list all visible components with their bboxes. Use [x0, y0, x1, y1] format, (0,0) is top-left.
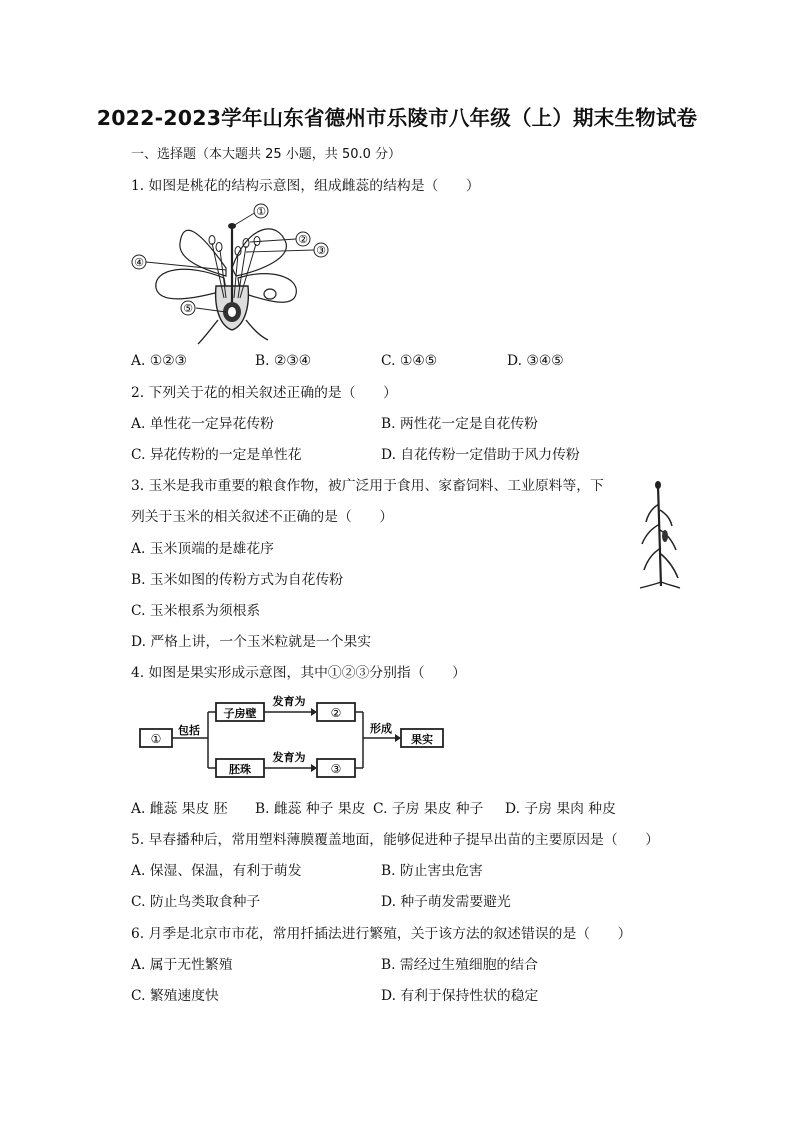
- flower-label-1: ①: [256, 205, 266, 218]
- q6-option-d: D. 有利于保持性状的稳定: [381, 988, 539, 1004]
- corn-plant-figure: [634, 478, 684, 590]
- peach-flower-figure: [128, 198, 338, 348]
- q6-option-b: B. 需经过生殖细胞的结合: [381, 957, 538, 973]
- diagram-ovule: 胚珠: [229, 763, 251, 776]
- diagram-form-label: 形成: [370, 722, 392, 735]
- exam-title: 2022-2023学年山东省德州市乐陵市八年级（上）期末生物试卷: [96, 106, 698, 130]
- diagram-fruit: 果实: [411, 733, 433, 746]
- q2-option-a: A. 单性花一定异花传粉: [131, 416, 274, 432]
- diagram-box-3: ③: [330, 762, 342, 776]
- q5-option-a: A. 保湿、保温，有利于萌发: [131, 863, 302, 879]
- fruit-formation-diagram: [131, 692, 451, 786]
- question-3-stem-line2: 列关于玉米的相关叙述不正确的是（ ）: [131, 509, 394, 525]
- question-4-stem: 4. 如图是果实形成示意图，其中①②③分别指（ ）: [131, 665, 466, 681]
- q4-option-d: D. 子房 果肉 种皮: [505, 801, 616, 817]
- q2-option-d: D. 自花传粉一定借助于风力传粉: [381, 447, 580, 463]
- diagram-box-1: ①: [150, 732, 162, 746]
- q4-option-c: C. 子房 果皮 种子: [373, 801, 484, 817]
- q5-option-d: D. 种子萌发需要避光: [381, 894, 511, 910]
- q5-option-b: B. 防止害虫危害: [381, 863, 483, 879]
- question-5-stem: 5. 早春播种后，常用塑料薄膜覆盖地面，能够促进种子提早出苗的主要原因是（ ）: [131, 832, 660, 848]
- q1-option-c: C. ①④⑤: [381, 353, 437, 369]
- section-heading: 一、选择题（本大题共 25 小题，共 50.0 分）: [131, 147, 402, 162]
- flower-label-3: ③: [316, 244, 326, 257]
- q1-option-d: D. ③④⑤: [507, 353, 564, 369]
- q2-option-c: C. 异花传粉的一定是单性花: [131, 447, 302, 463]
- q3-option-c: C. 玉米根系为须根系: [131, 603, 261, 619]
- flower-label-5: ⑤: [183, 302, 193, 315]
- diagram-develop-bottom: 发育为: [272, 751, 306, 764]
- question-6-stem: 6. 月季是北京市市花，常用扦插法进行繁殖，关于该方法的叙述错误的是（ ）: [131, 926, 632, 942]
- q3-option-d: D. 严格上讲，一个玉米粒就是一个果实: [131, 634, 372, 650]
- q3-option-b: B. 玉米如图的传粉方式为自花传粉: [131, 572, 344, 588]
- diagram-ovary-wall: 子房壁: [223, 707, 257, 720]
- diagram-include-label: 包括: [178, 724, 200, 737]
- diagram-box-2: ②: [330, 706, 342, 720]
- q4-option-a: A. 雌蕊 果皮 胚: [131, 801, 228, 817]
- question-2-stem: 2. 下列关于花的相关叙述正确的是（ ）: [131, 385, 397, 401]
- q6-option-a: A. 属于无性繁殖: [131, 957, 233, 973]
- flower-label-2: ②: [298, 233, 308, 246]
- diagram-develop-top: 发育为: [272, 695, 306, 708]
- flower-label-4: ④: [134, 256, 144, 269]
- question-1-stem: 1. 如图是桃花的结构示意图，组成雌蕊的结构是（ ）: [131, 178, 480, 194]
- q4-option-b: B. 雌蕊 种子 果皮: [255, 801, 366, 817]
- q2-option-b: B. 两性花一定是自花传粉: [381, 416, 538, 432]
- question-3-stem-line1: 3. 玉米是我市重要的粮食作物，被广泛用于食用、家畜饲料、工业原料等，下: [131, 478, 604, 494]
- q6-option-c: C. 繁殖速度快: [131, 988, 219, 1004]
- q1-option-b: B. ②③④: [255, 353, 312, 369]
- q1-option-a: A. ①②③: [131, 353, 187, 369]
- q5-option-c: C. 防止鸟类取食种子: [131, 894, 261, 910]
- q3-option-a: A. 玉米顶端的是雄花序: [131, 541, 274, 557]
